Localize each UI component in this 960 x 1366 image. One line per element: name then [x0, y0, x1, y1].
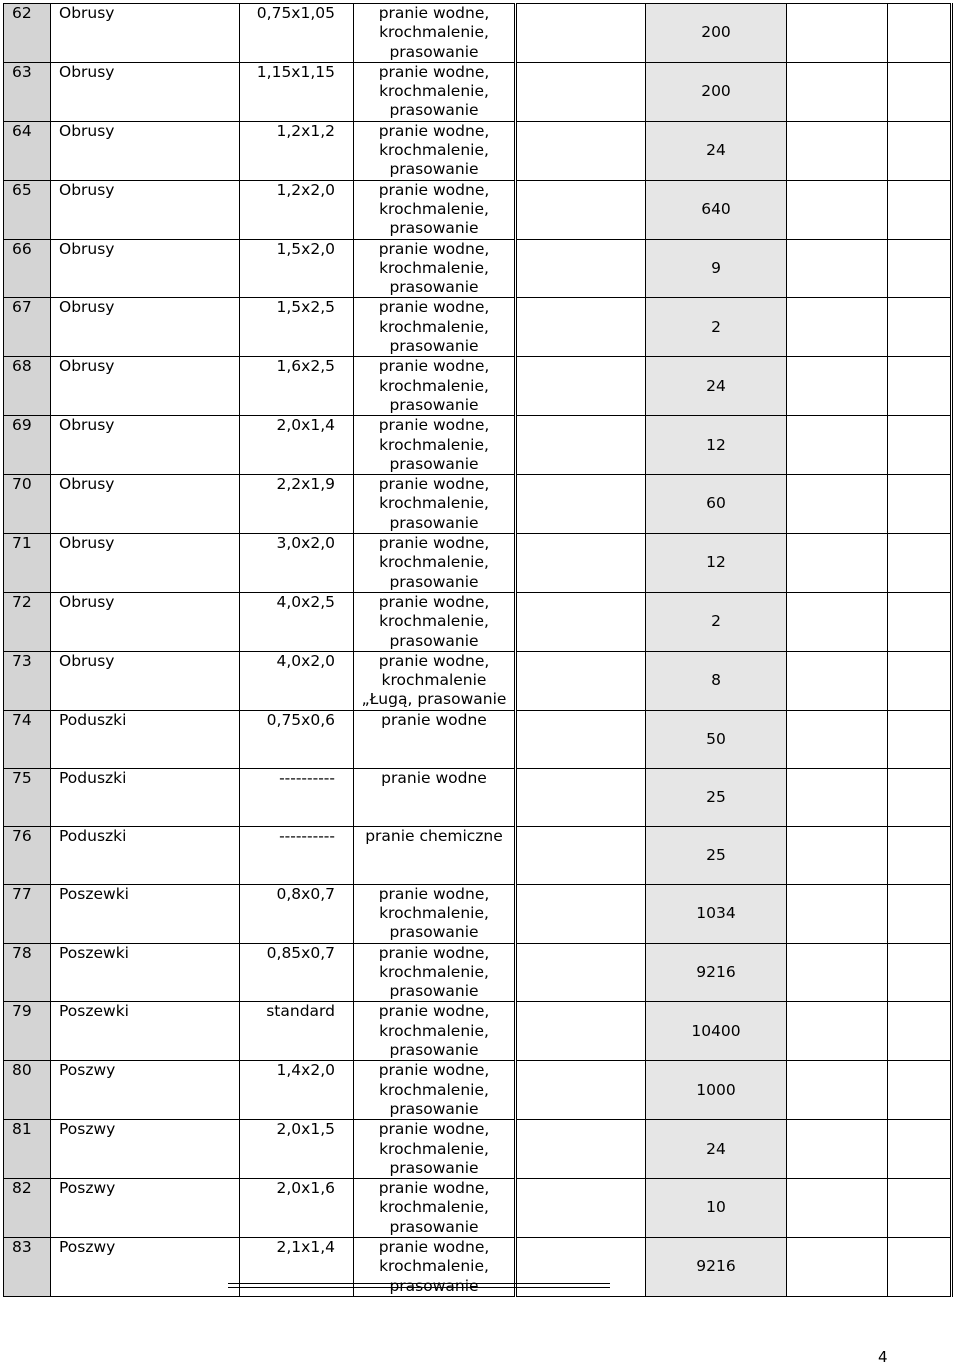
row-number-cell: 78	[4, 943, 51, 1002]
process-line: krochmalenie,	[379, 82, 489, 101]
blank-cell	[888, 534, 952, 593]
quantity-cell: 10400	[646, 1002, 787, 1061]
process-line: „Ługą, prasowanie	[361, 690, 507, 709]
process-line: pranie wodne,	[378, 416, 490, 435]
blank-cell	[516, 826, 646, 884]
blank-cell	[888, 592, 952, 651]
blank-cell	[888, 1179, 952, 1238]
row-number-cell: 74	[4, 710, 51, 768]
quantity-cell: 640	[646, 180, 787, 239]
process-line: prasowanie	[389, 1099, 479, 1118]
blank-cell	[888, 943, 952, 1002]
quantity-cell: 9216	[646, 943, 787, 1002]
process-line: pranie wodne,	[378, 1179, 490, 1198]
process-line: prasowanie	[389, 454, 479, 473]
blank-cell	[516, 4, 646, 63]
blank-cell	[516, 592, 646, 651]
blank-cell	[888, 475, 952, 534]
process-line: krochmalenie,	[379, 1080, 489, 1099]
blank-cell	[888, 4, 952, 63]
quantity-cell: 25	[646, 768, 787, 826]
dimensions-cell: standard	[240, 1002, 354, 1061]
blank-cell	[787, 1061, 888, 1120]
blank-cell	[516, 180, 646, 239]
process-line: pranie wodne,	[378, 239, 490, 258]
blank-cell	[787, 768, 888, 826]
item-name-cell: Poduszki	[51, 710, 240, 768]
item-name-cell: Poszwy	[51, 1061, 240, 1120]
process-line: pranie wodne,	[378, 121, 490, 140]
quantity-cell: 50	[646, 710, 787, 768]
item-name-cell: Obrusy	[51, 239, 240, 298]
item-name-cell: Obrusy	[51, 416, 240, 475]
item-name-cell: Obrusy	[51, 121, 240, 180]
process-cell	[354, 180, 516, 239]
process-line: pranie wodne	[381, 768, 487, 787]
blank-cell	[787, 534, 888, 593]
table-row	[4, 239, 952, 298]
item-name-cell: Obrusy	[51, 651, 240, 710]
process-line: prasowanie	[389, 395, 479, 414]
blank-cell	[888, 1120, 952, 1179]
process-line: krochmalenie,	[379, 376, 489, 395]
process-cell	[354, 357, 516, 416]
blank-cell	[516, 62, 646, 121]
process-line: pranie wodne,	[378, 180, 490, 199]
process-line: pranie wodne,	[378, 943, 490, 962]
blank-cell	[516, 475, 646, 534]
table-row	[4, 180, 952, 239]
process-cell	[354, 592, 516, 651]
blank-cell	[516, 1120, 646, 1179]
table-row	[4, 475, 952, 534]
process-line: prasowanie	[389, 982, 479, 1001]
dimensions-cell: 1,2x1,2	[240, 121, 354, 180]
row-number-cell: 81	[4, 1120, 51, 1179]
quantity-cell: 9	[646, 239, 787, 298]
row-number-cell: 64	[4, 121, 51, 180]
item-name-cell: Obrusy	[51, 298, 240, 357]
process-cell	[354, 416, 516, 475]
item-name-cell: Obrusy	[51, 180, 240, 239]
dimensions-cell: 0,75x0,6	[240, 710, 354, 768]
blank-cell	[516, 239, 646, 298]
quantity-cell: 24	[646, 1120, 787, 1179]
table-row	[4, 651, 952, 710]
process-line: prasowanie	[389, 572, 479, 591]
process-line: krochmalenie,	[379, 1021, 489, 1040]
table-row	[4, 357, 952, 416]
item-name-cell: Obrusy	[51, 62, 240, 121]
row-number-cell: 75	[4, 768, 51, 826]
process-line: krochmalenie,	[379, 903, 489, 922]
process-line: krochmalenie,	[379, 553, 489, 572]
row-number-cell: 66	[4, 239, 51, 298]
row-number-cell: 83	[4, 1238, 51, 1297]
blank-cell	[516, 1002, 646, 1061]
process-line: krochmalenie	[381, 671, 487, 690]
row-number-cell: 71	[4, 534, 51, 593]
table-body	[4, 4, 952, 1297]
item-name-cell: Poszewki	[51, 943, 240, 1002]
blank-cell	[888, 62, 952, 121]
blank-cell	[516, 534, 646, 593]
dimensions-cell: 4,0x2,0	[240, 651, 354, 710]
item-name-cell: Obrusy	[51, 475, 240, 534]
blank-cell	[787, 943, 888, 1002]
blank-cell	[516, 357, 646, 416]
process-cell	[354, 4, 516, 63]
blank-cell	[787, 416, 888, 475]
item-name-cell: Poszwy	[51, 1179, 240, 1238]
process-cell	[354, 884, 516, 943]
blank-cell	[787, 1120, 888, 1179]
process-line: pranie wodne,	[378, 534, 490, 553]
dimensions-cell: 1,2x2,0	[240, 180, 354, 239]
blank-cell	[787, 4, 888, 63]
quantity-cell: 24	[646, 357, 787, 416]
process-cell	[354, 239, 516, 298]
process-cell	[354, 1179, 516, 1238]
blank-cell	[516, 1179, 646, 1238]
blank-cell	[787, 651, 888, 710]
blank-cell	[888, 651, 952, 710]
blank-cell	[516, 768, 646, 826]
quantity-cell: 12	[646, 534, 787, 593]
blank-cell	[787, 62, 888, 121]
blank-cell	[787, 1002, 888, 1061]
process-line: prasowanie	[389, 631, 479, 650]
process-cell	[354, 62, 516, 121]
process-line: krochmalenie,	[379, 962, 489, 981]
blank-cell	[516, 943, 646, 1002]
item-name-cell: Poszwy	[51, 1120, 240, 1179]
process-line: prasowanie	[389, 513, 479, 532]
blank-cell	[787, 357, 888, 416]
dimensions-cell: 1,15x1,15	[240, 62, 354, 121]
process-line: krochmalenie,	[379, 199, 489, 218]
blank-cell	[888, 1238, 952, 1297]
table-row	[4, 884, 952, 943]
quantity-cell: 25	[646, 826, 787, 884]
process-line: pranie wodne,	[378, 357, 490, 376]
blank-cell	[787, 826, 888, 884]
process-line: krochmalenie,	[379, 317, 489, 336]
blank-cell	[787, 298, 888, 357]
quantity-cell: 12	[646, 416, 787, 475]
dimensions-cell: ----------	[240, 768, 354, 826]
table-row	[4, 416, 952, 475]
process-line: prasowanie	[389, 42, 479, 61]
quantity-cell: 200	[646, 4, 787, 63]
quantity-cell: 9216	[646, 1238, 787, 1297]
quantity-cell: 200	[646, 62, 787, 121]
blank-cell	[787, 475, 888, 534]
process-line: pranie wodne,	[378, 1238, 490, 1257]
dimensions-cell: 2,0x1,4	[240, 416, 354, 475]
dimensions-cell: 1,5x2,5	[240, 298, 354, 357]
laundry-items-table	[3, 3, 953, 1297]
item-name-cell: Obrusy	[51, 4, 240, 63]
quantity-cell: 1034	[646, 884, 787, 943]
process-line: krochmalenie,	[379, 258, 489, 277]
table-row	[4, 768, 952, 826]
row-number-cell: 77	[4, 884, 51, 943]
process-line: pranie wodne,	[378, 1120, 490, 1139]
blank-cell	[787, 710, 888, 768]
row-number-cell: 62	[4, 4, 51, 63]
row-number-cell: 79	[4, 1002, 51, 1061]
process-line: prasowanie	[389, 1276, 479, 1295]
dimensions-cell: 0,85x0,7	[240, 943, 354, 1002]
blank-cell	[516, 121, 646, 180]
dimensions-cell: 1,6x2,5	[240, 357, 354, 416]
blank-cell	[516, 651, 646, 710]
process-cell	[354, 710, 516, 768]
row-number-cell: 69	[4, 416, 51, 475]
blank-cell	[888, 1061, 952, 1120]
process-cell	[354, 651, 516, 710]
process-line: pranie wodne,	[378, 1061, 490, 1080]
process-line: krochmalenie,	[379, 494, 489, 513]
quantity-cell: 8	[646, 651, 787, 710]
row-number-cell: 68	[4, 357, 51, 416]
process-line: krochmalenie,	[379, 1139, 489, 1158]
table-row	[4, 1002, 952, 1061]
process-line: prasowanie	[389, 160, 479, 179]
quantity-cell: 60	[646, 475, 787, 534]
quantity-cell: 24	[646, 121, 787, 180]
blank-cell	[888, 357, 952, 416]
process-cell	[354, 475, 516, 534]
process-line: krochmalenie,	[379, 1257, 489, 1276]
blank-cell	[888, 768, 952, 826]
dimensions-cell: 2,2x1,9	[240, 475, 354, 534]
process-line: krochmalenie,	[379, 435, 489, 454]
table-row	[4, 826, 952, 884]
item-name-cell: Obrusy	[51, 357, 240, 416]
process-line: prasowanie	[389, 923, 479, 942]
blank-cell	[516, 416, 646, 475]
dimensions-cell: 1,4x2,0	[240, 1061, 354, 1120]
process-line: krochmalenie,	[379, 612, 489, 631]
item-name-cell: Poszwy	[51, 1238, 240, 1297]
item-name-cell: Obrusy	[51, 534, 240, 593]
row-number-cell: 65	[4, 180, 51, 239]
process-cell	[354, 1120, 516, 1179]
quantity-cell: 1000	[646, 1061, 787, 1120]
table-row	[4, 4, 952, 63]
process-line: pranie wodne,	[378, 592, 490, 611]
blank-cell	[787, 884, 888, 943]
blank-cell	[888, 180, 952, 239]
item-name-cell: Poszewki	[51, 884, 240, 943]
row-number-cell: 63	[4, 62, 51, 121]
process-line: prasowanie	[389, 219, 479, 238]
process-line: prasowanie	[389, 278, 479, 297]
process-line: pranie wodne,	[378, 62, 490, 81]
process-line: krochmalenie,	[379, 23, 489, 42]
table-row	[4, 1061, 952, 1120]
row-number-cell: 67	[4, 298, 51, 357]
process-line: prasowanie	[389, 1158, 479, 1177]
blank-cell	[516, 710, 646, 768]
row-number-cell: 76	[4, 826, 51, 884]
blank-cell	[888, 239, 952, 298]
blank-cell	[888, 298, 952, 357]
process-line: pranie wodne,	[378, 884, 490, 903]
blank-cell	[888, 121, 952, 180]
process-cell	[354, 943, 516, 1002]
row-number-cell: 82	[4, 1179, 51, 1238]
process-line: prasowanie	[389, 337, 479, 356]
item-name-cell: Poduszki	[51, 768, 240, 826]
blank-cell	[787, 1179, 888, 1238]
process-line: pranie chemiczne	[365, 826, 503, 845]
table-row	[4, 1120, 952, 1179]
table-row	[4, 710, 952, 768]
item-name-cell: Poduszki	[51, 826, 240, 884]
table-row	[4, 62, 952, 121]
table-row	[4, 534, 952, 593]
blank-cell	[888, 826, 952, 884]
quantity-cell: 10	[646, 1179, 787, 1238]
process-line: prasowanie	[389, 1217, 479, 1236]
row-number-cell: 70	[4, 475, 51, 534]
process-line: pranie wodne,	[378, 1002, 490, 1021]
blank-cell	[787, 592, 888, 651]
blank-cell	[787, 1238, 888, 1297]
dimensions-cell: 3,0x2,0	[240, 534, 354, 593]
blank-cell	[787, 180, 888, 239]
quantity-cell: 2	[646, 298, 787, 357]
process-line: prasowanie	[389, 1041, 479, 1060]
blank-cell	[516, 1061, 646, 1120]
process-line: pranie wodne,	[378, 475, 490, 494]
dimensions-cell: ----------	[240, 826, 354, 884]
process-line: pranie wodne,	[378, 4, 490, 22]
process-cell	[354, 121, 516, 180]
process-line: krochmalenie,	[379, 1198, 489, 1217]
quantity-cell: 2	[646, 592, 787, 651]
item-name-cell: Obrusy	[51, 592, 240, 651]
blank-cell	[888, 884, 952, 943]
blank-cell	[888, 1002, 952, 1061]
table-row	[4, 592, 952, 651]
blank-cell	[516, 298, 646, 357]
bottom-rule	[228, 1283, 610, 1288]
blank-cell	[516, 884, 646, 943]
row-number-cell: 72	[4, 592, 51, 651]
item-name-cell: Poszewki	[51, 1002, 240, 1061]
process-cell	[354, 1002, 516, 1061]
process-cell	[354, 534, 516, 593]
table-row	[4, 1179, 952, 1238]
table-row	[4, 943, 952, 1002]
dimensions-cell: 2,0x1,5	[240, 1120, 354, 1179]
table-row	[4, 298, 952, 357]
dimensions-cell: 4,0x2,5	[240, 592, 354, 651]
process-line: pranie wodne	[381, 710, 487, 729]
blank-cell	[787, 239, 888, 298]
dimensions-cell: 1,5x2,0	[240, 239, 354, 298]
blank-cell	[787, 121, 888, 180]
row-number-cell: 73	[4, 651, 51, 710]
dimensions-cell: 2,0x1,6	[240, 1179, 354, 1238]
process-cell	[354, 298, 516, 357]
blank-cell	[888, 416, 952, 475]
process-line: krochmalenie,	[379, 141, 489, 160]
dimensions-cell: 2,1x1,4	[240, 1238, 354, 1297]
row-number-cell: 80	[4, 1061, 51, 1120]
page-number: 4	[878, 1348, 888, 1366]
process-line: pranie wodne,	[378, 651, 490, 670]
process-cell	[354, 1061, 516, 1120]
process-cell	[354, 768, 516, 826]
dimensions-cell: 0,8x0,7	[240, 884, 354, 943]
blank-cell	[888, 710, 952, 768]
table-row	[4, 121, 952, 180]
process-cell	[354, 826, 516, 884]
dimensions-cell: 0,75x1,05	[240, 4, 354, 63]
process-line: prasowanie	[389, 101, 479, 120]
process-line: pranie wodne,	[378, 298, 490, 317]
